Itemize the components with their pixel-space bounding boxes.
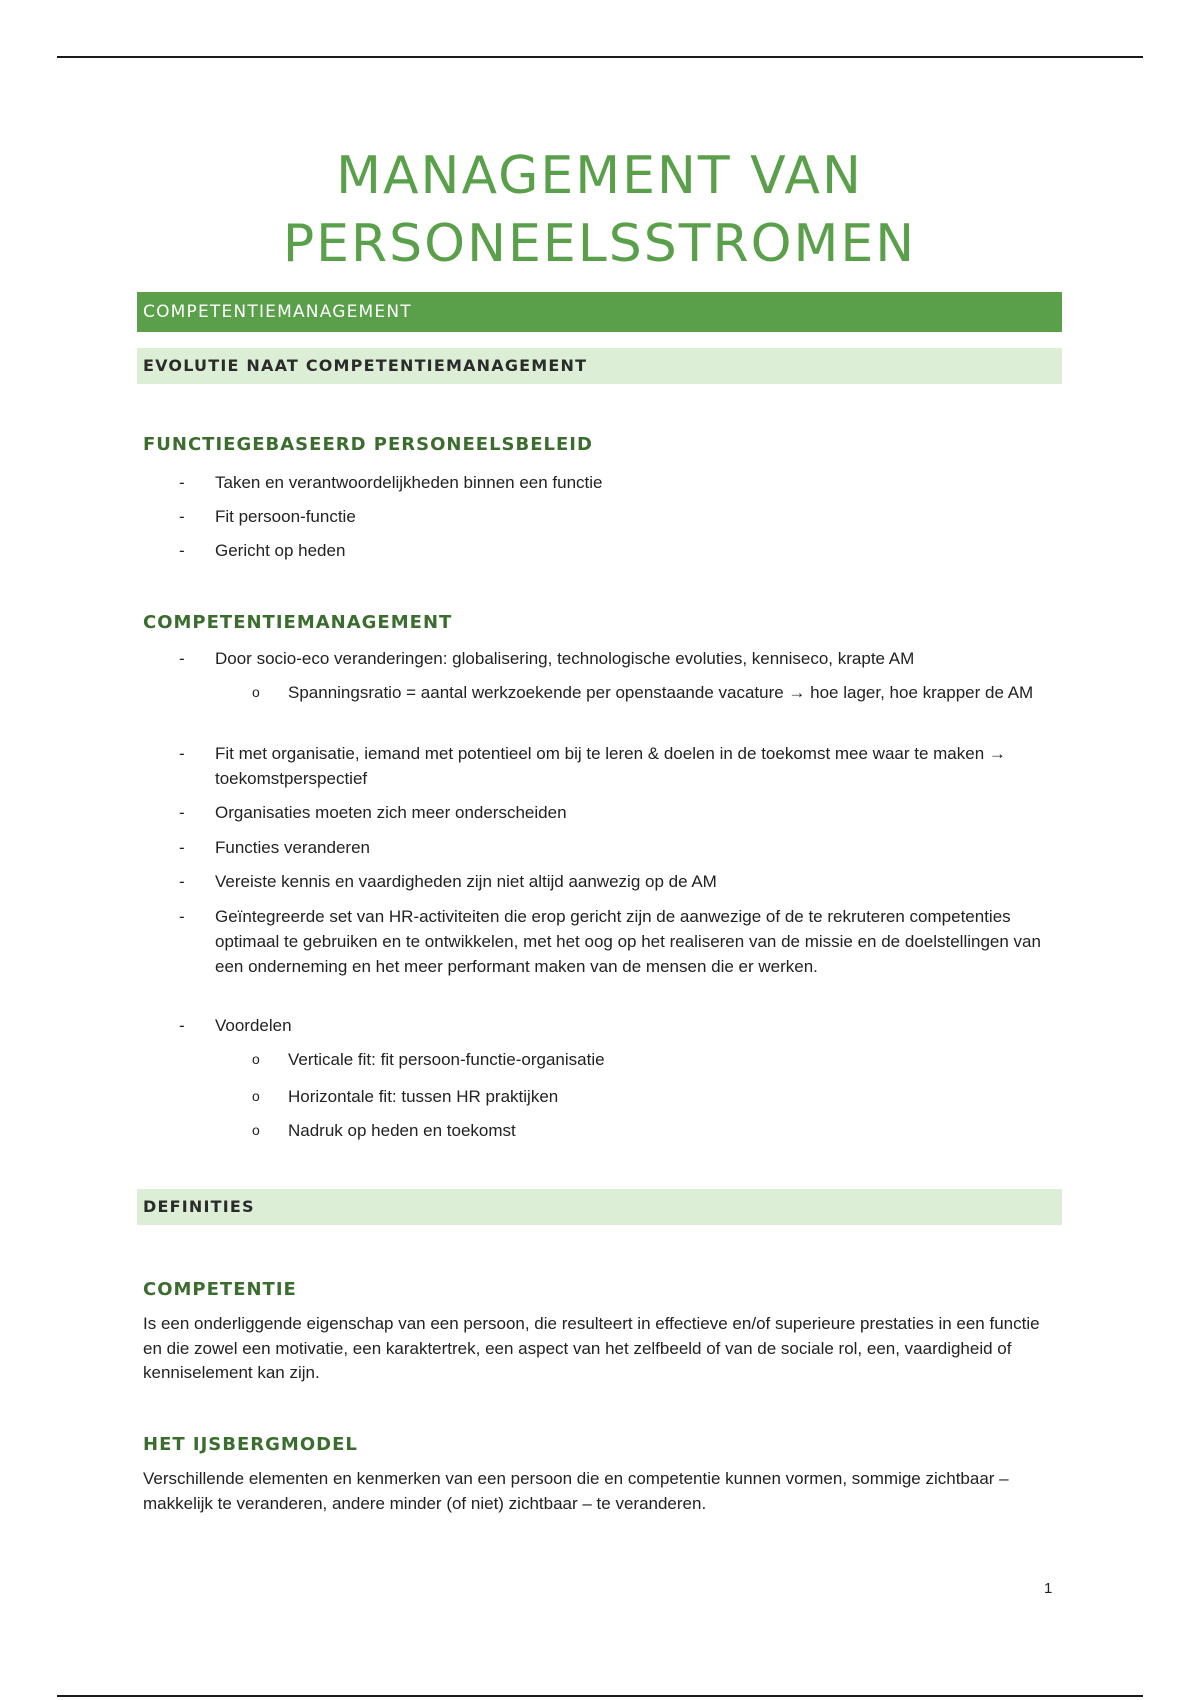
heading-3-competentie: COMPETENTIE [143, 1279, 297, 1300]
dash-bullet: - [179, 649, 185, 668]
list-item-text: Fit persoon-functie [215, 507, 356, 526]
circle-bullet: o [252, 684, 260, 700]
heading-2-definities: DEFINITIES [137, 1189, 1062, 1225]
list-item-text: Organisaties moeten zich meer onderscheiden [215, 803, 567, 822]
dash-bullet: - [179, 541, 185, 560]
sub-list-item-text: Horizontale fit: tussen HR praktijken [288, 1087, 559, 1106]
dash-bullet: - [179, 507, 185, 526]
list-item-text: Door socio-eco veranderingen: globalisering, technologische evoluties, kenniseco, krapte AM [215, 649, 915, 668]
sub-list-item-text: Nadruk op heden en toekomst [288, 1121, 516, 1140]
dash-bullet: - [179, 838, 185, 857]
list-item-text: Functies veranderen [215, 838, 370, 857]
circle-bullet: o [252, 1122, 260, 1138]
heading-3-functiegebaseerd: FUNCTIEGEBASEERD PERSONEELSBELEID [143, 434, 593, 455]
dash-bullet: - [179, 872, 185, 891]
paragraph-ijsbergmodel: Verschillende elementen en kenmerken van een persoon die en competentie kunnen vormen, sommige zichtbaar – makkelijk te veranderen, andere minder (of niet) zichtbaar – te veranderen. [143, 1469, 1009, 1513]
list-item-text: Taken en verantwoordelijkheden binnen een functie [215, 473, 603, 492]
page-number: 1 [1044, 1580, 1053, 1597]
heading-3-competentiemanagement: COMPETENTIEMANAGEMENT [143, 612, 453, 633]
dash-bullet: - [179, 907, 185, 926]
list-item-text: Gericht op heden [215, 541, 346, 560]
dash-bullet: - [179, 473, 185, 492]
list-item-text: Fit met organisatie, iemand met potentieel om bij te leren & doelen in de toekomst mee waar te maken → toekomstperspectief [215, 744, 1006, 788]
circle-bullet: o [252, 1051, 260, 1067]
list-item-text: Voordelen [215, 1016, 292, 1035]
dash-bullet: - [179, 744, 185, 763]
title-line-1: MANAGEMENT VAN [336, 146, 863, 206]
sub-list-item-text: Spanningsratio = aantal werkzoekende per openstaande vacature → hoe lager, hoe krapper de AM [288, 683, 1034, 702]
bottom-rule [57, 1695, 1143, 1697]
sub-list-item-text: Verticale fit: fit persoon-functie-organisatie [288, 1050, 605, 1069]
title-line-2: PERSONEELSSTROMEN [282, 214, 917, 274]
circle-bullet: o [252, 1088, 260, 1104]
paragraph-competentie: Is een onderliggende eigenschap van een persoon, die resulteert in effectieve en/of superieure prestaties in een functie en die zowel een motivatie, een karaktertrek, een aspect van het zelfbeeld of van de sociale rol, een, vaardigheid of kenniselement kan zijn. [143, 1314, 1040, 1382]
top-rule [57, 56, 1143, 58]
heading-3-ijsbergmodel: HET IJSBERGMODEL [143, 1434, 358, 1455]
dash-bullet: - [179, 803, 185, 822]
heading-2-evolutie: EVOLUTIE NAAT COMPETENTIEMANAGEMENT [137, 348, 1062, 384]
dash-bullet: - [179, 1016, 185, 1035]
list-item-text: Geïntegreerde set van HR-activiteiten die erop gericht zijn de aanwezige of de te rekruteren competenties optimaal te gebruiken en te ontwikkelen, met het oog op het realiseren van de missie en de doelstellingen van een onderneming en het meer performant maken van de mensen die er werken. [215, 907, 1041, 976]
document-title [137, 142, 1062, 278]
list-item-text: Vereiste kennis en vaardigheden zijn niet altijd aanwezig op de AM [215, 872, 717, 891]
heading-1-bar: COMPETENTIEMANAGEMENT [137, 292, 1062, 332]
